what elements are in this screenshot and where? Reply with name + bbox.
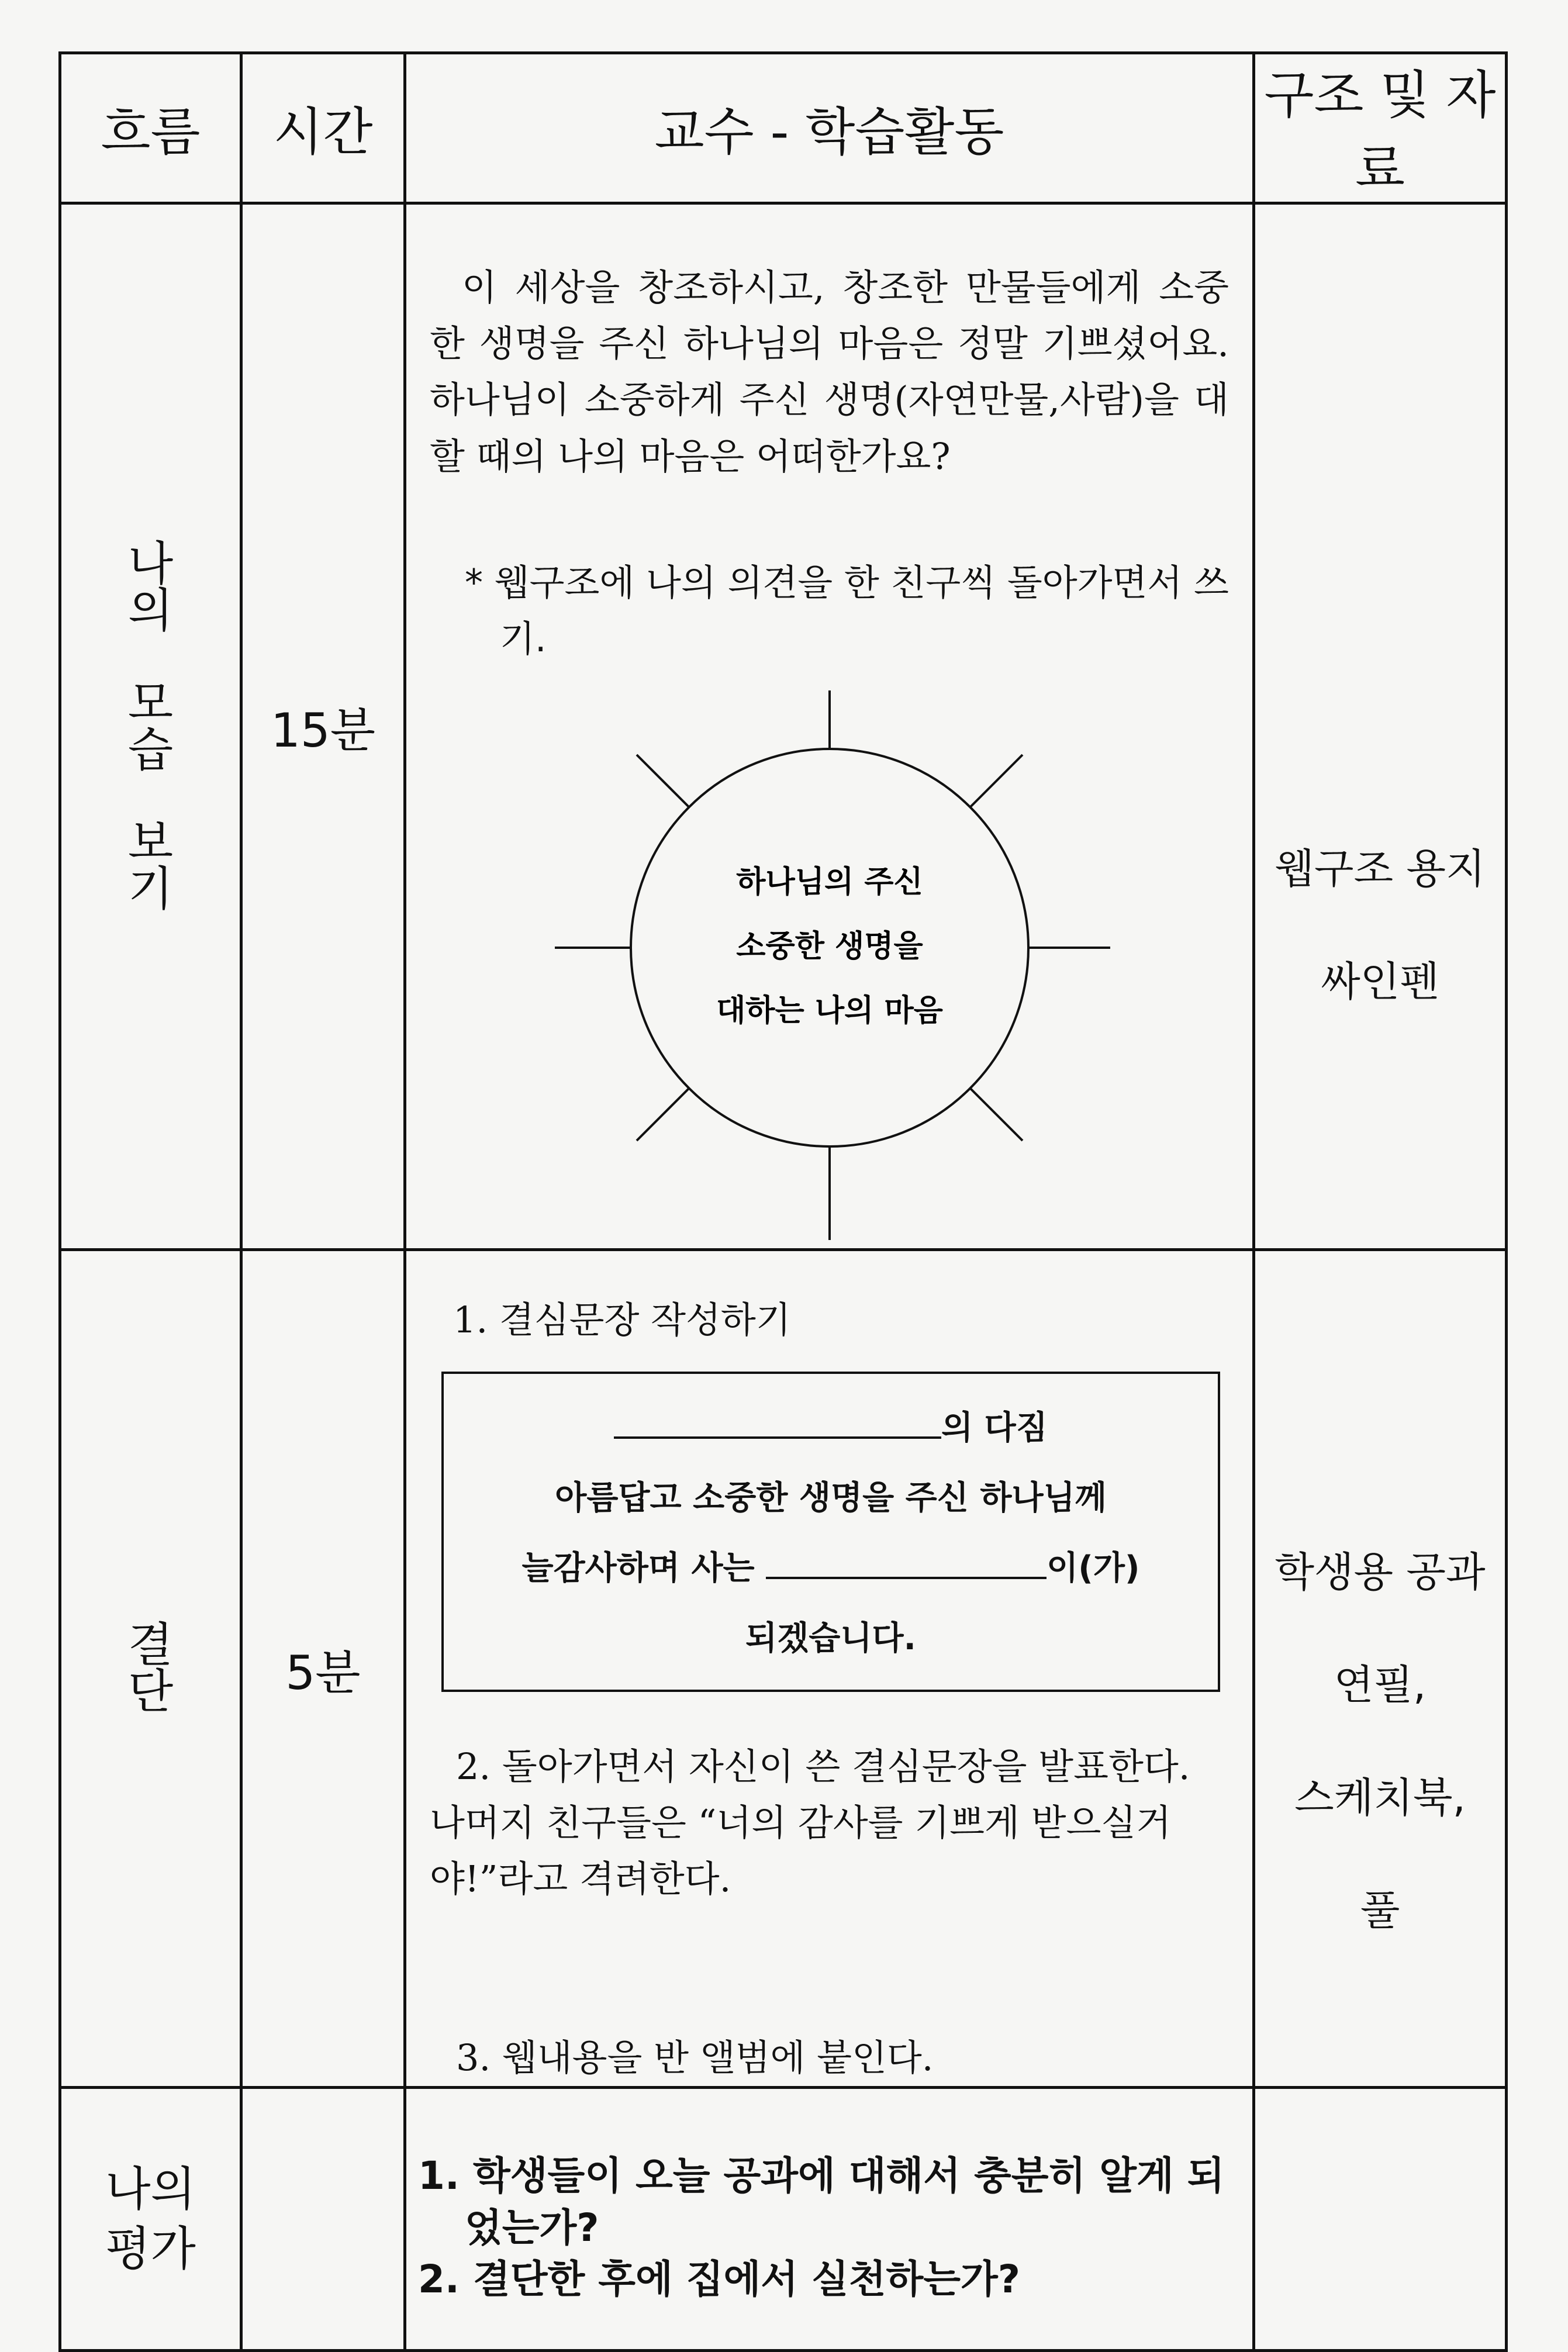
resolution-line-1 — [444, 1403, 1218, 1454]
row-self-reflection — [60, 203, 1507, 1250]
resolution-text: 이(가) — [1047, 1549, 1140, 1588]
instruction-text: * 웹구조에 나의 의견을 한 친구씩 돌아가면서 쓰기. — [465, 561, 1229, 660]
step-1: 1. 결심문장 작성하기 — [453, 1298, 791, 1341]
resolution-line-3 — [444, 1543, 1218, 1594]
flow-line: 평가 — [105, 2221, 196, 2276]
intro-paragraph: 이 세상을 창조하시고, 창조한 만물들에게 소중한 생명을 주신 하나님의 마음은 정말 기쁘셨어요. 하나님이 소중하게 주신 생명(자연만물,사람)을 대할 때의 나의 마음은 어떠한가요? — [430, 266, 1229, 478]
row-evaluation — [60, 2088, 1507, 2351]
evaluation-item: 2. 결단한 후에 집에서 실천하는가? — [418, 2257, 1021, 2302]
activity-cell — [405, 1250, 1254, 2088]
flow-line: 보 기 — [127, 814, 209, 916]
time-cell: 5분 — [241, 1250, 405, 2088]
time-cell: 15분 — [241, 203, 405, 1250]
activity-cell — [405, 203, 1254, 1250]
step-3: 3. 웹내용을 반 앨범에 붙인다. — [456, 2036, 934, 2080]
diagram-center-text: 하나님의 주신 — [735, 864, 923, 900]
evaluation-item: 1. 학생들이 오늘 공과에 대해서 충분히 알게 되었는가? — [418, 2153, 1225, 2250]
diagram-center-text: 대하는 나의 마음 — [716, 993, 943, 1028]
flow-cell — [60, 2088, 241, 2351]
time-cell — [241, 2088, 405, 2351]
material-item: 싸인펜 — [1321, 957, 1439, 1006]
diagram-center-text: 소중한 생명을 — [735, 928, 923, 964]
resolution-line-2: 아름답고 소중한 생명을 주신 하나님께 — [555, 1479, 1107, 1518]
name-blank[interactable] — [614, 1407, 941, 1439]
materials-cell — [1254, 203, 1507, 1250]
header-activity: 교수 - 학습활동 — [405, 53, 1254, 203]
flow-line: 모 습 — [127, 675, 209, 777]
resolution-text: 늘감사하며 사는 — [521, 1549, 755, 1588]
header-row — [60, 53, 1507, 203]
flow-line: 나의 — [105, 2161, 196, 2216]
evaluation-cell — [405, 2088, 1254, 2351]
materials-cell — [1254, 2088, 1507, 2351]
flow-cell — [60, 203, 241, 1250]
flow-cell — [60, 1250, 241, 2088]
header-materials: 구조 및 자료 — [1254, 53, 1507, 203]
material-item: 학생용 공과 — [1275, 1548, 1486, 1597]
name-blank[interactable] — [766, 1548, 1047, 1579]
material-item: 스케치북, — [1294, 1774, 1466, 1822]
materials-cell — [1254, 1250, 1507, 2088]
header-time: 시간 — [241, 53, 405, 203]
flow-line: 나 의 — [127, 536, 209, 638]
row-resolution — [60, 1250, 1507, 2088]
web-diagram — [537, 690, 1122, 1240]
resolution-text: 의 다짐 — [941, 1409, 1048, 1448]
lesson-plan-table — [58, 51, 1508, 2352]
resolution-line-4: 되겠습니다. — [745, 1619, 916, 1658]
material-item: 풀 — [1360, 1887, 1400, 1935]
header-flow: 흐름 — [60, 53, 241, 203]
material-item: 웹구조 용지 — [1275, 844, 1486, 893]
flow-line: 결 단 — [127, 1618, 209, 1719]
step-2: 2. 돌아가면서 자신이 쓴 결심문장을 발표한다. 나머지 친구들은 “너의 감사를 기쁘게 받으실거야!”라고 격려한다. — [430, 1745, 1190, 1901]
resolution-box — [441, 1372, 1220, 1692]
material-item: 연필, — [1334, 1661, 1427, 1709]
